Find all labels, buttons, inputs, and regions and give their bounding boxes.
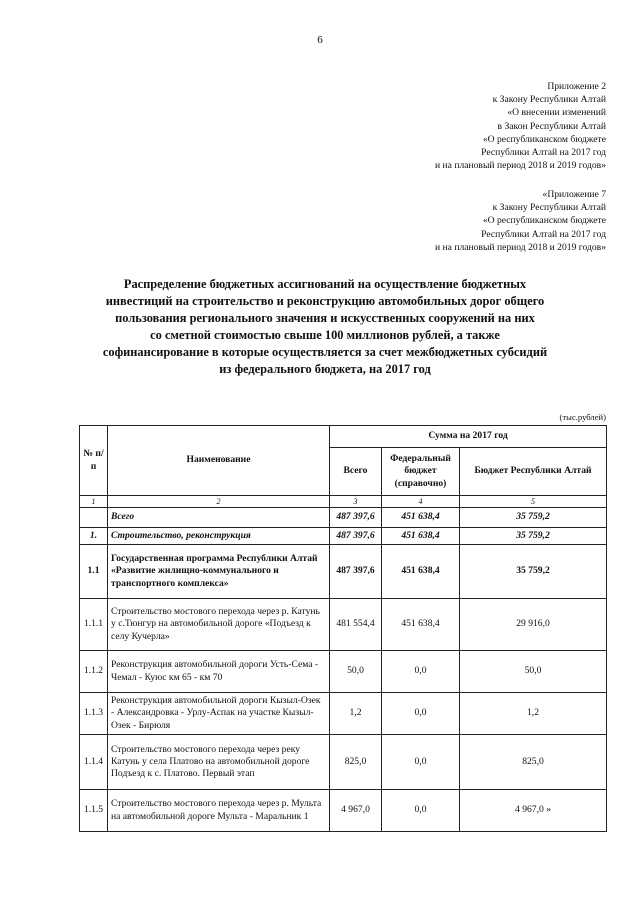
row-republic: 50,0 (460, 651, 607, 693)
index-cell: 5 (460, 496, 607, 508)
table-row (80, 545, 607, 599)
row-total: 1,2 (330, 693, 382, 735)
appendix-line: к Закону Республики Алтай (492, 94, 606, 106)
table-row (80, 735, 607, 790)
row-num: 1.1.2 (80, 651, 108, 693)
page-number: 6 (317, 34, 323, 46)
row-name: Строительство мостового перехода через реку Катунь у села Платово на автомобильной дороге Подъезд к с. Платово. Первый этап (108, 735, 330, 790)
header-row (80, 426, 607, 448)
row-total: 50,0 (330, 651, 382, 693)
row-republic: 4 967,0 » (460, 790, 607, 832)
title-line: из федерального бюджета, на 2017 год (219, 362, 431, 376)
index-cell: 2 (108, 496, 330, 508)
row-num (80, 508, 108, 528)
row-republic: 825,0 (460, 735, 607, 790)
title-line: со сметной стоимостью свыше 100 миллионов рублей, а также (150, 328, 500, 342)
header-republic: Бюджет Республики Алтай (460, 448, 607, 496)
row-name: Государственная программа Республики Алтай «Развитие жилищно-коммунального и транспортного комплекса» (108, 545, 330, 599)
header-total: Всего (330, 448, 382, 496)
table-row (80, 599, 607, 651)
appendix-line: «О внесении изменений (507, 107, 606, 119)
row-federal: 0,0 (382, 651, 460, 693)
index-cell: 1 (80, 496, 108, 508)
row-name: Всего (108, 508, 330, 528)
row-federal: 451 638,4 (382, 599, 460, 651)
row-name: Реконструкция автомобильной дороги Усть-Сема - Чемал - Куюс км 65 - км 70 (108, 651, 330, 693)
index-cell: 4 (382, 496, 460, 508)
appendix-line: Приложение 2 (547, 81, 606, 92)
appendix-line: к Закону Республики Алтай (492, 202, 606, 214)
header-sum-group: Сумма на 2017 год (330, 426, 607, 448)
appendix-2-header (435, 80, 606, 172)
row-federal: 0,0 (382, 735, 460, 790)
header-federal: Федеральный бюджет (справочно) (382, 448, 460, 496)
row-republic: 35 759,2 (460, 528, 607, 545)
row-federal: 0,0 (382, 790, 460, 832)
row-total: 481 554,4 (330, 599, 382, 651)
row-name: Реконструкция автомобильной дороги Кызыл-Озек - Александровка - Урлу-Аспак на участке Кызыл-Озек - Бирюля (108, 693, 330, 735)
row-num: 1.1.4 (80, 735, 108, 790)
row-republic: 35 759,2 (460, 545, 607, 599)
row-num: 1.1.3 (80, 693, 108, 735)
row-total: 487 397,6 (330, 528, 382, 545)
appendix-line: Республики Алтай на 2017 год (481, 147, 606, 159)
title-line: пользования регионального значения и искусственных сооружений на них (115, 311, 535, 325)
row-republic: 29 916,0 (460, 599, 607, 651)
appendix-line: и на плановый период 2018 и 2019 годов» (435, 241, 606, 253)
title-line: Распределение бюджетных ассигнований на осуществление бюджетных (123, 277, 527, 291)
appendix-line: «Приложение 7 (542, 189, 606, 200)
table-row (80, 508, 607, 528)
row-federal: 451 638,4 (382, 528, 460, 545)
header-name: Наименование (108, 426, 330, 496)
row-num: 1.1.1 (80, 599, 108, 651)
row-republic: 1,2 (460, 693, 607, 735)
row-name: Строительство, реконструкция (108, 528, 330, 545)
row-name: Строительство мостового перехода через р. Мульта на автомобильной дороге Мульта - Маральник 1 (108, 790, 330, 832)
row-num: 1. (80, 528, 108, 545)
document-title (80, 276, 570, 378)
appendix-line: «О республиканском бюджете (482, 215, 606, 227)
row-total: 487 397,6 (330, 545, 382, 599)
row-federal: 451 638,4 (382, 545, 460, 599)
row-num: 1.1 (80, 545, 108, 599)
index-cell: 3 (330, 496, 382, 508)
row-federal: 0,0 (382, 693, 460, 735)
row-name: Строительство мостового перехода через р. Катунь у с.Тюнгур на автомобильной дороге «Подъезд к селу Кучерла» (108, 599, 330, 651)
table-row (80, 693, 607, 735)
title-line: софинансирование в которые осуществляется за счет межбюджетных субсидий (102, 345, 548, 359)
appendix-line: в Закон Республики Алтай (497, 120, 606, 132)
appendix-7-header (435, 188, 606, 254)
table-row (80, 790, 607, 832)
appendix-line: «О республиканском бюджете (482, 133, 606, 145)
budget-table (79, 425, 607, 832)
row-federal: 451 638,4 (382, 508, 460, 528)
row-num: 1.1.5 (80, 790, 108, 832)
row-total: 4 967,0 (330, 790, 382, 832)
table-row (80, 651, 607, 693)
appendix-line: и на плановый период 2018 и 2019 годов» (435, 160, 606, 172)
row-republic: 35 759,2 (460, 508, 607, 528)
row-total: 825,0 (330, 735, 382, 790)
row-total: 487 397,6 (330, 508, 382, 528)
column-index-row (80, 496, 607, 508)
title-line: инвестиций на строительство и реконструкцию автомобильных дорог общего (105, 294, 545, 308)
table-row (80, 528, 607, 545)
header-num: № п/п (80, 426, 108, 496)
units-label: (тыс.рублей) (559, 412, 606, 422)
appendix-line: Республики Алтай на 2017 год (481, 228, 606, 240)
